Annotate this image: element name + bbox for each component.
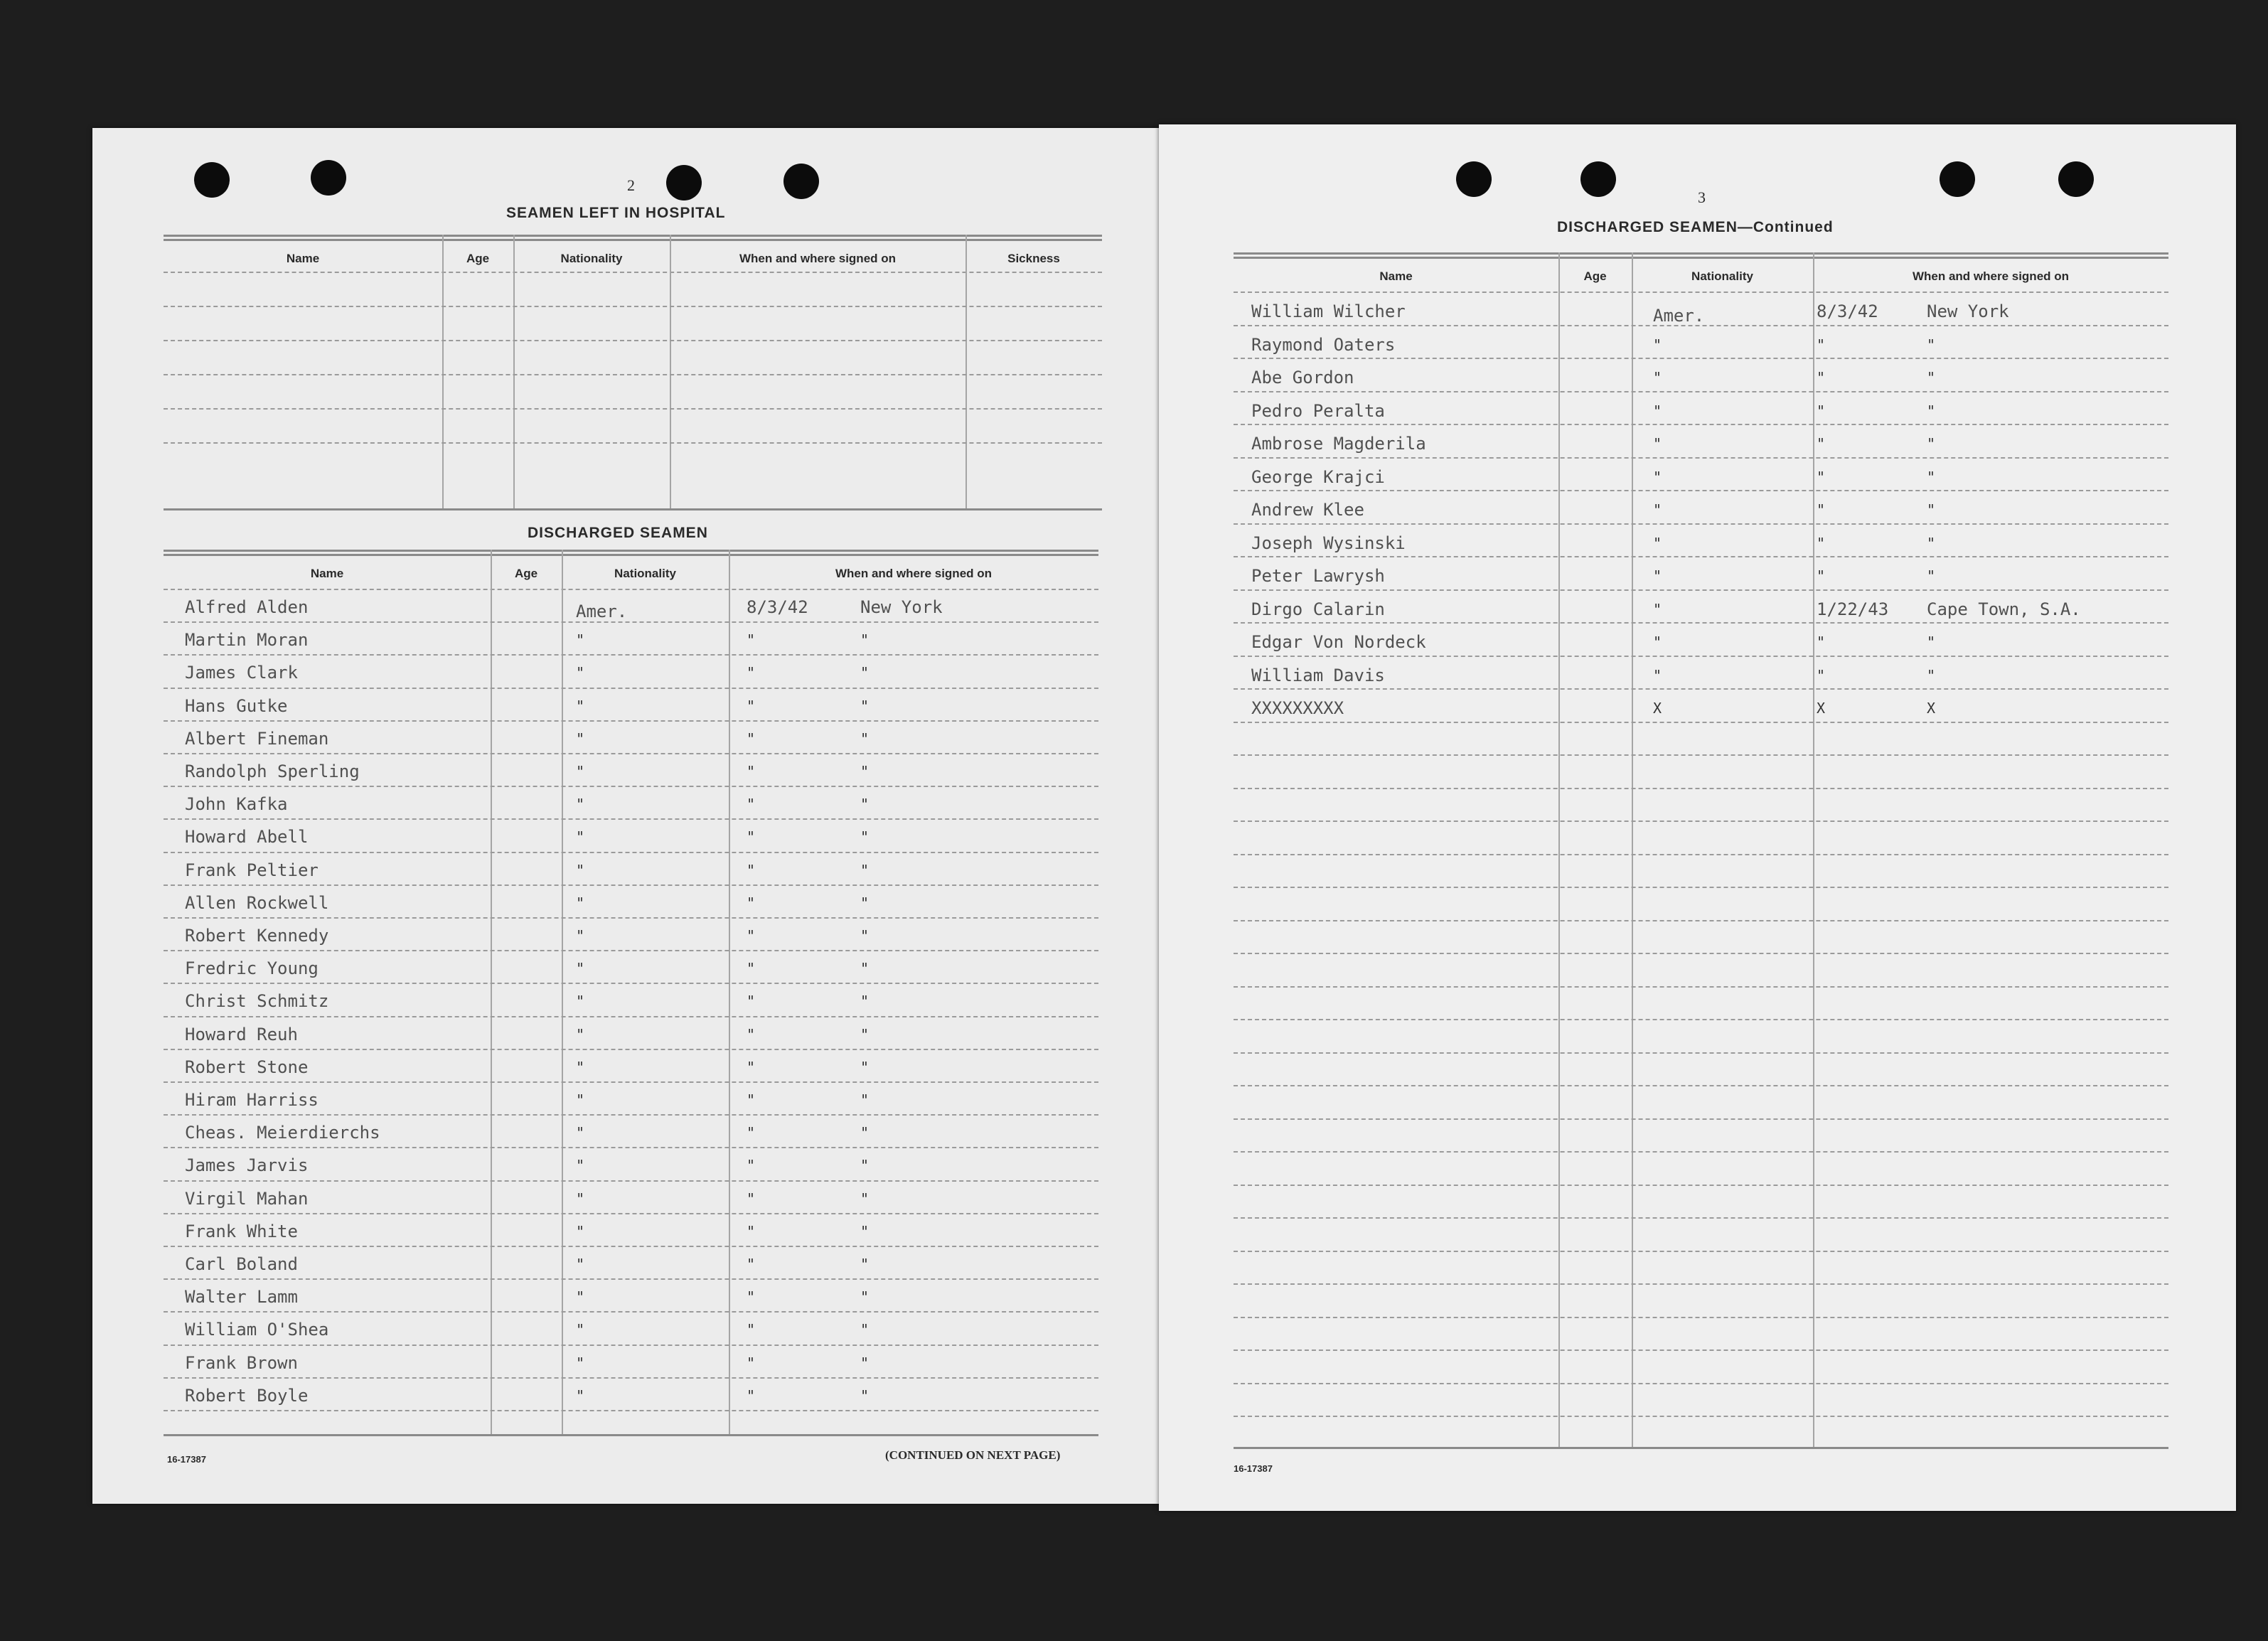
seaman-name: Ambrose Magderila <box>1251 434 1426 454</box>
table-rule <box>1234 1118 2168 1120</box>
signed-on-place: " <box>860 1091 870 1108</box>
column-header: When and where signed on <box>739 252 897 265</box>
nationality: " <box>1653 666 1662 684</box>
signed-on-date: " <box>747 861 756 879</box>
table-rule <box>164 1434 1098 1436</box>
signed-on-place: " <box>860 697 870 715</box>
signed-on-date: " <box>1817 369 1826 386</box>
table-row <box>164 1022 1098 1052</box>
column-header: When and where signed on <box>835 567 993 580</box>
table-rule <box>1234 1349 2168 1351</box>
signed-on-place: " <box>860 1190 870 1207</box>
signed-on-date: " <box>747 1354 756 1372</box>
nationality: " <box>576 960 585 978</box>
column-header: Nationality <box>1691 269 1753 283</box>
form-number: 16-17387 <box>167 1454 206 1465</box>
nationality: " <box>576 697 585 715</box>
table-rule <box>1234 953 2168 954</box>
column-divider <box>965 235 967 508</box>
continued-section-title: DISCHARGED SEAMEN—Continued <box>1557 219 1834 235</box>
signed-on-date: " <box>1817 666 1826 684</box>
nationality: " <box>1653 336 1662 353</box>
signed-on-place: " <box>860 1288 870 1306</box>
table-row <box>164 1219 1098 1249</box>
column-divider <box>442 235 444 508</box>
table-rule <box>1234 1052 2168 1054</box>
signed-on-place: New York <box>860 597 943 617</box>
seaman-name: Virgil Mahan <box>185 1188 309 1209</box>
signed-on-date: " <box>747 1288 756 1306</box>
signed-on-place: " <box>860 1354 870 1372</box>
table-rule <box>164 408 1102 410</box>
signed-on-date: " <box>747 796 756 813</box>
column-header: Name <box>286 252 320 265</box>
table-rule <box>1234 1217 2168 1219</box>
nationality: " <box>576 631 585 649</box>
table-rule <box>1234 1317 2168 1318</box>
seaman-name: Allen Rockwell <box>185 892 329 913</box>
table-rule <box>1234 1151 2168 1153</box>
nationality: " <box>576 1124 585 1142</box>
table-rule <box>1234 854 2168 855</box>
signed-on-date: " <box>747 828 756 846</box>
seaman-name: Carl Boland <box>185 1254 298 1274</box>
signed-on-place: " <box>1927 336 1936 353</box>
nationality: " <box>576 1157 585 1175</box>
nationality: " <box>576 1321 585 1339</box>
seaman-name: William Wilcher <box>1251 301 1406 321</box>
seaman-name: William Davis <box>1251 665 1385 685</box>
table-rule <box>1234 887 2168 888</box>
signed-on-place: " <box>860 796 870 813</box>
nationality: " <box>1653 600 1662 618</box>
table-row <box>164 791 1098 821</box>
punch-hole <box>194 162 230 198</box>
seaman-name: William O'Shea <box>185 1320 329 1340</box>
table-rule <box>1234 252 2168 255</box>
signed-on-date: " <box>747 1321 756 1339</box>
nationality: " <box>576 1386 585 1404</box>
seaman-name: Alfred Alden <box>185 597 309 617</box>
table-rule <box>1234 1383 2168 1384</box>
nationality: " <box>576 828 585 846</box>
seaman-name: Randolph Sperling <box>185 761 360 781</box>
signed-on-date: " <box>1817 634 1826 651</box>
nationality: " <box>576 1288 585 1306</box>
table-rule <box>1234 754 2168 756</box>
seaman-name: Christ Schmitz <box>185 991 329 1012</box>
table-rule <box>1234 257 2168 259</box>
punch-hole <box>666 165 702 201</box>
signed-on-place: " <box>860 1058 870 1076</box>
signed-on-place: " <box>860 927 870 944</box>
hospital-section-title: SEAMEN LEFT IN HOSPITAL <box>506 205 726 221</box>
nationality: " <box>1653 369 1662 386</box>
table-rule <box>164 235 1102 237</box>
nationality: " <box>1653 435 1662 452</box>
table-rule <box>164 374 1102 375</box>
nationality: " <box>1653 501 1662 518</box>
table-row <box>164 693 1098 723</box>
nationality: " <box>1653 468 1662 486</box>
seaman-name: James Jarvis <box>185 1155 309 1176</box>
signed-on-place: " <box>1927 567 1936 584</box>
column-header: Age <box>514 567 538 580</box>
column-divider <box>670 235 671 508</box>
signed-on-place: " <box>860 1157 870 1175</box>
nationality: " <box>576 894 585 912</box>
signed-on-place: " <box>860 1386 870 1404</box>
table-rule <box>1234 1283 2168 1285</box>
column-header: Age <box>1583 269 1607 283</box>
signed-on-place: " <box>860 1124 870 1142</box>
seaman-name: Fredric Young <box>185 958 319 979</box>
signed-on-date: " <box>747 697 756 715</box>
nationality: X <box>1653 700 1662 717</box>
column-header: Nationality <box>560 252 623 265</box>
column-header: Name <box>310 567 344 580</box>
seaman-name: Pedro Peralta <box>1251 400 1385 421</box>
signed-on-place: " <box>860 631 870 649</box>
signed-on-place: " <box>1927 666 1936 684</box>
signed-on-date: " <box>747 664 756 682</box>
table-rule <box>1234 788 2168 789</box>
nationality: " <box>1653 634 1662 651</box>
signed-on-place: " <box>1927 634 1936 651</box>
continued-note: (CONTINUED ON NEXT PAGE) <box>885 1448 1061 1462</box>
table-rule <box>1234 986 2168 988</box>
nationality: " <box>576 1354 585 1372</box>
table-row <box>164 1251 1098 1281</box>
seaman-name: Dirgo Calarin <box>1251 599 1385 619</box>
signed-on-place: " <box>860 1025 870 1043</box>
column-header: Name <box>1379 269 1413 283</box>
nationality: " <box>576 1025 585 1043</box>
signed-on-date: " <box>1817 567 1826 584</box>
seaman-name: XXXXXXXXX <box>1251 698 1344 718</box>
nationality: " <box>1653 534 1662 552</box>
seaman-name: Hiram Harriss <box>185 1090 319 1110</box>
punch-hole <box>311 160 346 196</box>
signed-on-place: " <box>1927 369 1936 386</box>
signed-on-place: " <box>860 993 870 1010</box>
signed-on-date: " <box>1817 501 1826 518</box>
table-rule <box>164 589 1098 590</box>
seaman-name: Raymond Oaters <box>1251 334 1396 355</box>
seaman-name: Abe Gordon <box>1251 368 1354 387</box>
signed-on-place: " <box>860 960 870 978</box>
signed-on-place: " <box>1927 435 1936 452</box>
seaman-name: Frank White <box>185 1221 298 1241</box>
signed-on-date: " <box>747 927 756 944</box>
signed-on-place: X <box>1927 700 1936 717</box>
nationality: " <box>576 664 585 682</box>
table-rule <box>1234 820 2168 822</box>
column-header: Age <box>466 252 490 265</box>
seaman-name: Peter Lawrysh <box>1251 566 1385 586</box>
table-rule <box>164 554 1098 556</box>
nationality: " <box>576 1091 585 1108</box>
signed-on-date: " <box>747 1058 756 1076</box>
seaman-name: Andrew Klee <box>1251 500 1364 520</box>
table-rule <box>164 306 1102 307</box>
page-number: 2 <box>627 176 635 194</box>
signed-on-place: " <box>860 729 870 747</box>
signed-on-place: " <box>1927 402 1936 419</box>
signed-on-date: " <box>1817 402 1826 419</box>
signed-on-date: 1/22/43 <box>1817 599 1889 619</box>
seaman-name: John Kafka <box>185 794 288 815</box>
signed-on-date: " <box>747 763 756 780</box>
page-number: 3 <box>1698 188 1706 206</box>
form-number: 16-17387 <box>1234 1463 1273 1474</box>
seaman-name: Hans Gutke <box>185 695 288 716</box>
punch-hole <box>2058 161 2094 197</box>
signed-on-date: " <box>747 729 756 747</box>
signed-on-place: " <box>860 664 870 682</box>
table-rule <box>1234 292 2168 293</box>
signed-on-date: " <box>747 1124 756 1142</box>
table-rule <box>164 239 1102 241</box>
signed-on-date: " <box>1817 534 1826 552</box>
table-rule <box>1234 1447 2168 1449</box>
seaman-name: Cheas. Meierdierchs <box>185 1123 380 1143</box>
seaman-name: Howard Abell <box>185 827 309 848</box>
seaman-name: Howard Reuh <box>185 1024 298 1044</box>
signed-on-date: 8/3/42 <box>747 597 808 617</box>
seaman-name: Walter Lamm <box>185 1287 298 1308</box>
seaman-name: Robert Stone <box>185 1057 309 1077</box>
table-row <box>1234 695 2168 726</box>
nationality: " <box>576 1058 585 1076</box>
nationality: " <box>1653 567 1662 584</box>
signed-on-place: " <box>860 1321 870 1339</box>
signed-on-date: " <box>747 1190 756 1207</box>
signed-on-date: " <box>747 960 756 978</box>
table-row <box>164 1284 1098 1314</box>
signed-on-place: " <box>1927 534 1936 552</box>
signed-on-place: " <box>860 828 870 846</box>
signed-on-date: " <box>747 993 756 1010</box>
seaman-name: James Clark <box>185 663 298 683</box>
signed-on-place: " <box>860 763 870 780</box>
seaman-name: Frank Peltier <box>185 860 319 880</box>
nationality: " <box>576 861 585 879</box>
table-row <box>164 660 1098 690</box>
right-page <box>1159 124 2236 1511</box>
column-header: When and where signed on <box>1912 269 2070 283</box>
column-header: Nationality <box>614 567 676 580</box>
table-rule <box>164 442 1102 444</box>
seaman-name: Martin Moran <box>185 630 309 651</box>
signed-on-date: " <box>747 631 756 649</box>
column-header: Sickness <box>1007 252 1060 265</box>
nationality: Amer. <box>1653 306 1705 326</box>
signed-on-date: " <box>1817 435 1826 452</box>
table-rule <box>1234 1416 2168 1417</box>
nationality: " <box>1653 402 1662 419</box>
nationality: " <box>576 796 585 813</box>
signed-on-place: " <box>1927 468 1936 486</box>
left-page <box>92 128 1159 1504</box>
signed-on-date: " <box>747 1091 756 1108</box>
table-rule <box>164 550 1098 552</box>
table-rule <box>164 272 1102 273</box>
nationality: " <box>576 763 585 780</box>
nationality: Amer. <box>576 602 628 621</box>
table-row <box>1234 365 2168 395</box>
seaman-name: Frank Brown <box>185 1352 298 1373</box>
signed-on-place: New York <box>1927 301 2009 321</box>
discharged-section-title: DISCHARGED SEAMEN <box>528 525 708 541</box>
signed-on-date: " <box>747 1256 756 1273</box>
signed-on-place: " <box>860 861 870 879</box>
table-rule <box>164 340 1102 341</box>
table-rule <box>1234 1019 2168 1020</box>
nationality: " <box>576 729 585 747</box>
signed-on-date: X <box>1817 700 1826 717</box>
table-rule <box>1234 1251 2168 1252</box>
punch-hole <box>1456 161 1492 197</box>
table-row <box>164 1350 1098 1380</box>
seaman-name: Albert Fineman <box>185 728 329 749</box>
signed-on-date: 8/3/42 <box>1817 301 1878 321</box>
table-row <box>1234 497 2168 528</box>
table-rule <box>1234 1185 2168 1186</box>
seaman-name: George Krajci <box>1251 466 1385 487</box>
table-rule <box>1234 1085 2168 1086</box>
signed-on-date: " <box>747 1222 756 1240</box>
nationality: " <box>576 993 585 1010</box>
signed-on-place: " <box>1927 501 1936 518</box>
signed-on-date: " <box>1817 468 1826 486</box>
signed-on-date: " <box>747 1025 756 1043</box>
nationality: " <box>576 927 585 944</box>
table-rule <box>164 508 1102 511</box>
seaman-name: Robert Boyle <box>185 1385 309 1406</box>
nationality: " <box>576 1190 585 1207</box>
signed-on-place: Cape Town, S.A. <box>1927 599 2081 619</box>
punch-hole <box>1940 161 1975 197</box>
punch-hole <box>783 164 819 199</box>
nationality: " <box>576 1256 585 1273</box>
table-rule <box>1234 920 2168 921</box>
seaman-name: Robert Kennedy <box>185 926 329 946</box>
signed-on-date: " <box>1817 336 1826 353</box>
signed-on-place: " <box>860 1222 870 1240</box>
signed-on-date: " <box>747 1157 756 1175</box>
signed-on-date: " <box>747 894 756 912</box>
punch-hole <box>1580 161 1616 197</box>
nationality: " <box>576 1222 585 1240</box>
column-divider <box>513 235 515 508</box>
signed-on-place: " <box>860 1256 870 1273</box>
signed-on-place: " <box>860 894 870 912</box>
signed-on-date: " <box>747 1386 756 1404</box>
seaman-name: Edgar Von Nordeck <box>1251 632 1426 652</box>
seaman-name: Joseph Wysinski <box>1251 533 1406 553</box>
